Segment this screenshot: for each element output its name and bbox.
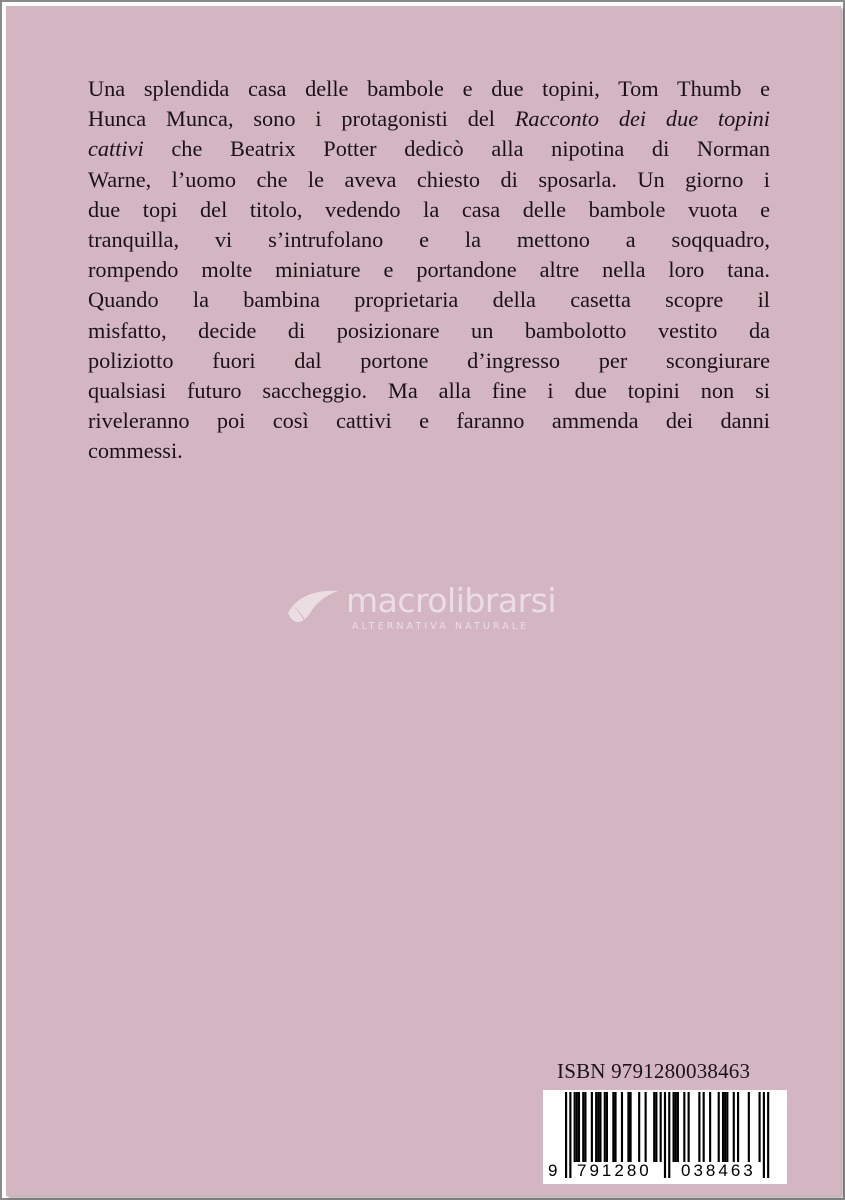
barcode-bar xyxy=(606,1092,608,1162)
blurb-line: misfatto, decide di posizionare un bambolotto vestito da xyxy=(88,317,770,343)
barcode-bar xyxy=(724,1092,726,1162)
barcode-bar xyxy=(688,1092,690,1162)
barcode-bar xyxy=(718,1092,720,1162)
blurb-line-text: Hunca Munca, sono i protagonisti del xyxy=(88,106,515,132)
watermark-name: macrolibrarsi xyxy=(346,581,557,620)
barcode-digits-right: 038463 xyxy=(681,1161,756,1180)
barcode-bar xyxy=(673,1092,675,1162)
barcode-bar xyxy=(645,1092,647,1162)
barcode-bar xyxy=(614,1092,616,1162)
barcode-bar xyxy=(638,1092,640,1162)
barcode-bar xyxy=(698,1092,700,1162)
barcode-digit-lead: 9 xyxy=(548,1161,558,1180)
blurb-line: Una splendida casa delle bambole e due topini, Tom Thumb e xyxy=(88,76,770,101)
barcode-bar xyxy=(630,1092,632,1162)
barcode-bar xyxy=(565,1092,567,1178)
barcode-bar xyxy=(627,1092,629,1162)
barcode-bar xyxy=(599,1092,601,1162)
watermark xyxy=(282,581,582,641)
isbn-label: ISBN 9791280038463 xyxy=(557,1059,751,1083)
barcode-bar xyxy=(737,1092,739,1162)
barcode-bar xyxy=(655,1092,657,1162)
barcode-bar xyxy=(748,1092,750,1162)
blurb-line-text: che Beatrix Potter dedicò alla nipotina di Norman xyxy=(143,136,770,162)
barcode-bar xyxy=(591,1092,593,1162)
barcode-bar xyxy=(597,1092,599,1162)
barcode-bar xyxy=(621,1092,623,1162)
barcode-bar xyxy=(574,1092,576,1162)
blurb-text xyxy=(88,74,770,467)
barcode xyxy=(543,1090,787,1184)
leaf-check-icon xyxy=(282,583,342,633)
barcode-bar xyxy=(759,1092,761,1162)
blurb-line: poliziotto fuori dal portone d’ingresso per scongiurare xyxy=(88,347,770,373)
blurb-line: rompendo molte miniature e portandone altre nella loro tana. xyxy=(88,257,770,283)
barcode-bar xyxy=(668,1092,670,1178)
barcode-bar xyxy=(584,1092,586,1162)
book-title-italic: Racconto dei due topini xyxy=(514,106,770,132)
barcode-bar xyxy=(664,1092,666,1178)
barcode-bar xyxy=(733,1092,735,1162)
barcode-bar xyxy=(722,1092,724,1162)
blurb-line: qualsiasi futuro saccheggio. Ma alla fine i due topini non si xyxy=(88,378,770,404)
barcode-bar xyxy=(683,1092,685,1162)
blurb-line xyxy=(88,104,770,134)
blurb-line: due topi del titolo, vedendo la casa delle bambole vuota e xyxy=(88,196,770,222)
barcode-bar xyxy=(582,1092,584,1162)
blurb-line xyxy=(88,134,770,164)
barcode-bar xyxy=(675,1092,677,1162)
book-back-cover xyxy=(6,6,841,1196)
barcode-bar xyxy=(767,1092,769,1178)
barcode-bar xyxy=(660,1092,662,1162)
blurb-line: riveleranno poi così cattivi e faranno ammenda dei danni xyxy=(88,408,770,434)
barcode-bar xyxy=(703,1092,705,1162)
barcode-digits-left: 791280 xyxy=(577,1161,652,1180)
barcode-bar xyxy=(709,1092,711,1162)
barcode-bar xyxy=(595,1092,597,1162)
barcode-bar xyxy=(726,1092,728,1162)
blurb-line: Warne, l’uomo che le aveva chiesto di sposarla. Un giorno i xyxy=(88,166,770,192)
barcode-bar xyxy=(576,1092,578,1162)
blurb-line: commessi. xyxy=(88,438,183,464)
barcode-bar xyxy=(578,1092,580,1162)
barcode-bar xyxy=(569,1092,571,1178)
barcode-bar xyxy=(612,1092,614,1162)
barcode-bar xyxy=(604,1092,606,1162)
watermark-tagline: ALTERNATIVA NATURALE xyxy=(352,621,530,632)
blurb-line: tranquilla, vi s’intrufolano e la mettono a soqquadro, xyxy=(88,227,770,253)
book-title-italic: cattivi xyxy=(88,136,144,162)
barcode-bar xyxy=(677,1092,679,1162)
barcode-bar xyxy=(653,1092,655,1162)
barcode-bar xyxy=(763,1092,765,1178)
blurb-line: Quando la bambina proprietaria della casetta scopre il xyxy=(88,287,770,313)
